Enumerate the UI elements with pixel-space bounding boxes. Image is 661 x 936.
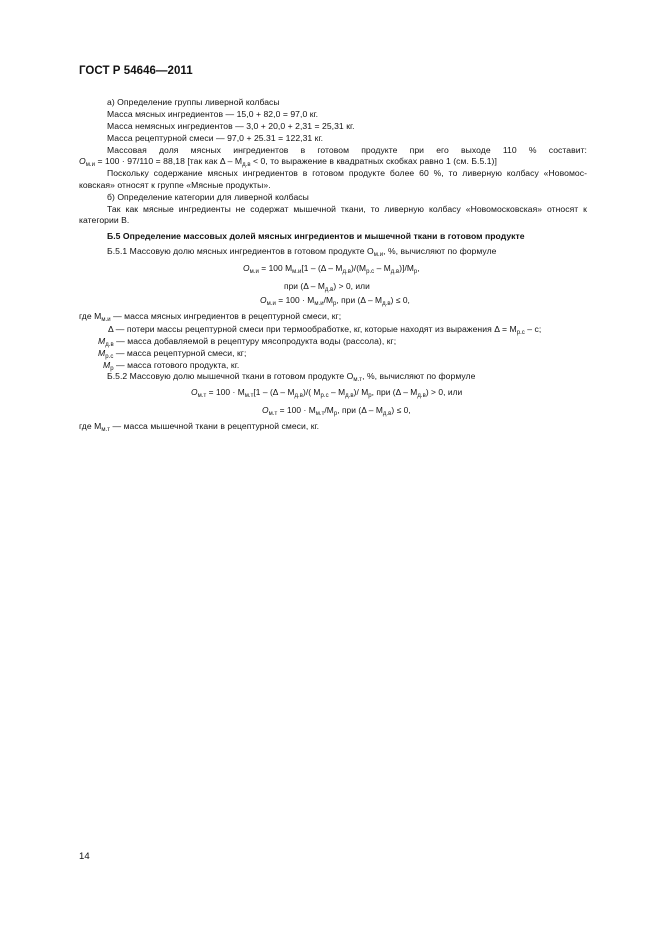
section-heading-b5: Б.5 Определение массовых долей мясных ингредиентов и мышечной ткани в готовом продукте [107, 231, 525, 241]
formula: $О_{м.и} = 100$ $М_{м.и}[1 - (\Delta - М_{д.в})/(М_{р.с} - М_{д.в})]/М_р$, [243, 263, 420, 275]
text-line: Б.5.2 Массовую долю мышечной ткани в готовом продукте $О_{м.т}$, %, вычисляют по формуле [107, 371, 476, 383]
text-line: категории В. [79, 215, 130, 225]
text-line: Б.5.1 Массовую долю мясных ингредиентов в готовом продукте $О_{м.и}$, %, вычисляют по формуле [107, 246, 497, 258]
where-line: где $М_{м.и}$ — масса мясных ингредиентов в рецептурной смеси, кг; [79, 311, 342, 323]
formula: $О_{м.т} = 100 \cdot М_{м.т}[1 - (\Delta - М_{д.в})/$( $М_{р.с} - М_{д.в})/$ $М_р$, при $(\Delta - М_{д.в}) > 0$, или [191, 387, 463, 399]
text-line: Масса рецептурной смеси — 97,0 + 25.31 = 122,31 кг. [107, 133, 324, 143]
text-line: Масса мясных ингредиентов — 15,0 + 82,0 = 97,0 кг. [107, 109, 319, 119]
where-line: $М_р$ — масса готового продукта, кг. [103, 360, 240, 372]
where-line: Δ — потери массы рецептурной смеси при термообработке, кг, которые находят из выражения $\Delta = М_{р.с} - с$; [108, 324, 542, 336]
text-line: $О_{м.и} = 100 \cdot 97/110 = 88,18$ [так как $\Delta - М_{д.в} < 0$, то выражение в квадратных скобках равно 1 (см. Б.5.1)] [79, 156, 497, 168]
where-line: $М_{д.в}$ — масса добавляемой в рецептуру мясопродукта воды (рассола), кг; [98, 336, 397, 348]
page-number: 14 [79, 851, 90, 862]
text-line: Так как мясные ингредиенты не содержат мышечной ткани, то ливерную колбасу «Новомосковская» относят к [107, 204, 587, 214]
document-header: ГОСТ Р 54646—2011 [79, 65, 193, 77]
text-line: Поскольку содержание мясных ингредиентов в готовом продукте более 60 %, то ливерную колбасу «Новомос- [107, 168, 587, 178]
text-line: Масса немясных ингредиентов — 3,0 + 20,0 + 2,31 = 25,31 кг. [107, 121, 355, 131]
subsection-b-heading: б) Определение категории для ливерной колбасы [107, 192, 309, 202]
text-line: ковская» относят к группе «Мясные продукты». [79, 180, 271, 190]
formula: $О_{м.т} = 100 \cdot М_{м.т}/М_р$, при $(\Delta - М_{д.в}) \le 0$, [262, 405, 411, 417]
subsection-a-heading: а) Определение группы ливерной колбасы [107, 97, 280, 107]
where-line: $М_{р.с}$ — масса рецептурной смеси, кг; [98, 348, 247, 360]
formula-condition: при $(\Delta - М_{д.в}) > 0$, или [284, 281, 370, 293]
text-line: Массовая доля мясных ингредиентов в готовом продукте при его выходе 110 % составит: [107, 145, 587, 155]
where-line: где $М_{м.т}$ — масса мышечной ткани в рецептурной смеси, кг. [79, 421, 320, 433]
formula: $О_{м.и} = 100 \cdot М_{м.и}/М_р$, при $(\Delta - М_{д.в}) \le 0$, [260, 295, 410, 307]
